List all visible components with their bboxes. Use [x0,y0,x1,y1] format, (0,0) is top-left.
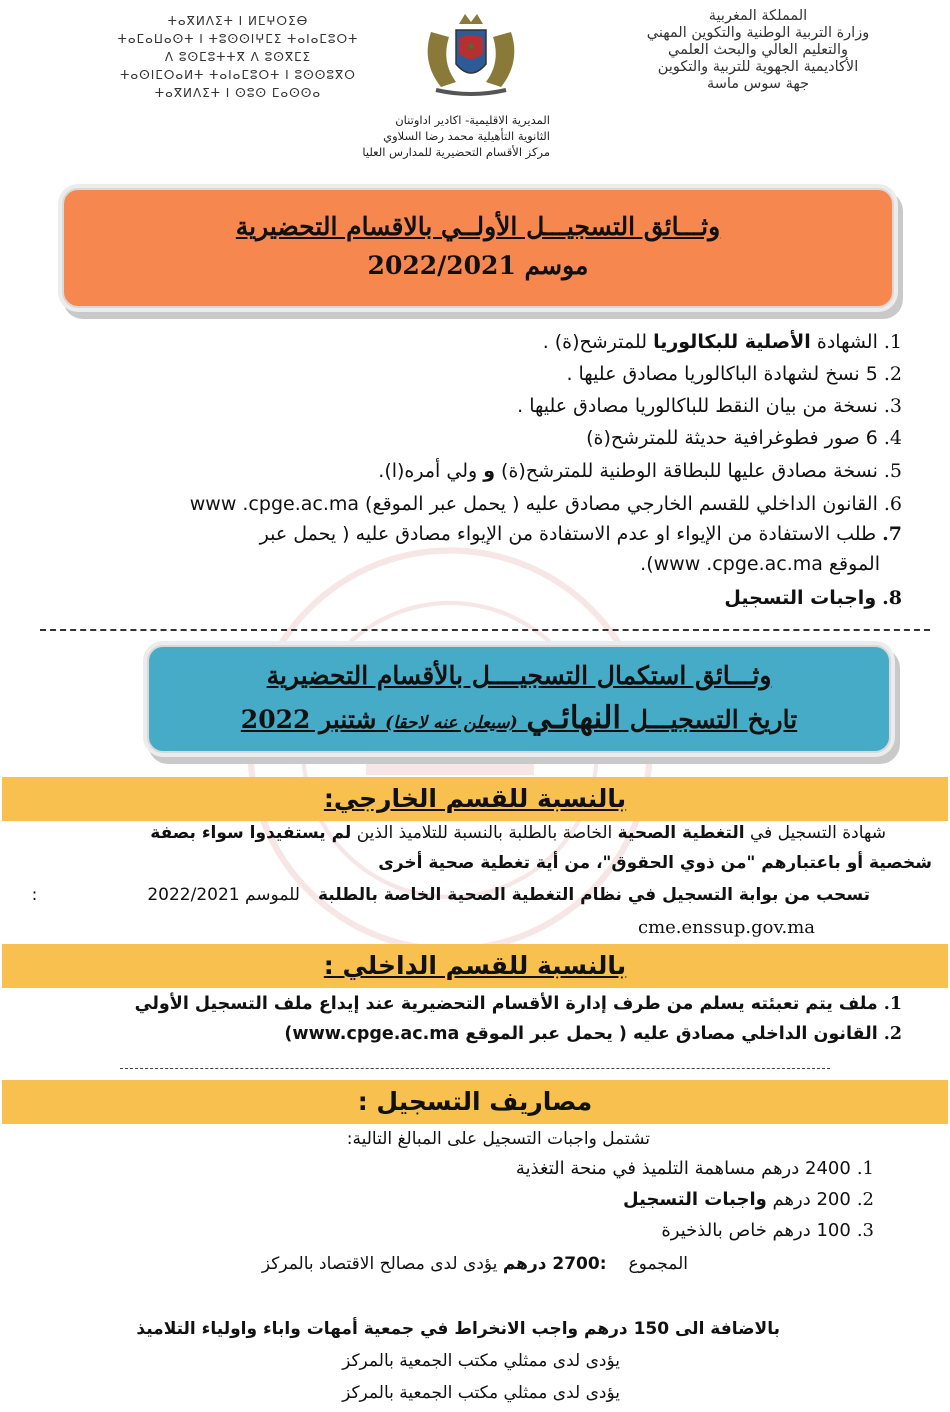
association-fee: بالاضافة الى 150 درهم واجب الانخراط في جمعية أمهات واباء واولياء التلاميذ [136,1319,780,1339]
fees-total: المجموع:2700 درهم يؤدى لدى مصالح الاقتصاد بالمركز [261,1254,688,1274]
final-registration-box [147,645,891,753]
initial-registration-box [62,188,894,308]
list-item: 2.القانون الداخلي مصادق عليه ( يحمل عبر الموقع www.cpge.ac.ma) [284,1024,902,1044]
external-paragraph-line2: شخصية أو باعتبارهم "من ذوي الحقوق"، من أية تغطية صحية أخرى [378,853,932,873]
fees-heading: مصاريف التسجيل : [357,1087,593,1116]
external-paragraph-line1: شهادة التسجيل في التغطية الصحية الخاصة بالطلبة بالنسبة للتلاميذ الذين لم يستفيدوا سواء بصفة [150,823,886,843]
internal-section-band [2,944,948,988]
list-item: 7.طلب الاستفادة من الإيواء او عدم الاستفادة من الإيواء مصادق عليه ( يحمل عبر [259,523,902,545]
list-item: 6.القانون الداخلي للقسم الخارجي مصادق عليه ( يحمل عبر الموقع) www .cpge.ac.ma [189,493,902,515]
final-registration-title: وثـــائق استكمال التسجيــــل بالأقسام التحضيرية [266,661,772,690]
list-item: 2.5 نسخ لشهادة الباكالوريا مصادق عليها . [566,363,902,385]
season-label: موسم 2022/2021 [367,251,589,280]
list-item: 3.100 درهم خاص بالذخيرة [661,1220,874,1241]
divider [40,629,930,631]
ministry-header-tifinagh: ⵜⴰⴳⵍⴷⵉⵜ ⵏ ⵍⵎⵖⵔⵉⴱ ⵜⴰⵎⴰⵡⴰⵙⵜ ⵏ ⵜⵓⵙⵙⵏⵖⵎⵉ ⵜⴰⵏⴰⵎⵓⵔⵜ ⴷ ⵓⵙⵎⵓⵜⵜⴳ ⴷ ⵓⵙⴳⵎⵉ ⵜⴰⵙⵏⵎⵔⴰⵍⵜ ⵜⴰⵏⴰⵎⵓⵔⵜ ⵏ ⵓⵙⵙⵓⴳⵔ ⵜⴰⴳⵍⴷⵉⵜ ⵏ ⵙⵓⵙ ⵎⴰⵙⵙⴰ [117,14,359,100]
list-item: 1.ملف يتم تعبئته يسلم من طرف إدارة الأقسام التحضيرية عند إيداع ملف التسجيل الأولي [134,994,902,1014]
external-paragraph-line3: تسحب من بوابة التسجيل في نظام التغطية الصحية الخاصة بالطلبةللموسم 2022/2021: [31,885,870,905]
list-item: 8.واجبات التسجيل [724,587,902,609]
health-portal-url: cme.enssup.gov.ma [638,917,815,938]
list-item: 3.نسخة من بيان النقط للباكالوريا مصادق عليها . [517,395,902,417]
list-item: 1.2400 درهم مساهمة التلميذ في منحة التغذية [515,1158,874,1179]
list-item: 5.نسخة مصادق عليها للبطاقة الوطنية للمترشح(ة) و ولي أمره(ا). [378,460,902,482]
payment-note-1: يؤدى لدى ممثلي مكتب الجمعية بالمركز [342,1351,620,1371]
divider [120,1068,830,1069]
payment-note-2: يؤدى لدى ممثلي مكتب الجمعية بالمركز [342,1383,620,1403]
internal-heading: بالنسبة للقسم الداخلي : [323,951,627,980]
list-item: 1.الشهادة الأصلية للبكالوريا للمترشح(ة) . [542,331,902,353]
list-item: 2.200 درهم واجبات التسجيل [623,1189,874,1210]
fees-section-band [2,1080,948,1124]
final-registration-date: تاريخ التسجيـــل النهائـي (سيعلن عنه لاحقا) شتنبر 2022 [240,700,798,736]
fees-intro: تشتمل واجبات التسجيل على المبالغ التالية: [346,1129,650,1149]
external-section-band [2,777,948,821]
institution-subheader: المديرية الاقليمية- اكادير اداوتنان الثانوية التأهيلية محمد رضا السلاوي مركز الأقسام التحضيرية للمدارس العليا [362,113,550,159]
initial-registration-title: وثـــائق التسجيـــل الأولــي بالاقسام التحضيرية [235,212,721,241]
list-item-continued: الموقع www .cpge.ac.ma). [640,553,880,575]
external-heading: بالنسبة للقسم الخارجي: [323,784,627,813]
list-item: 4.6 صور فطوغرافية حديثة للمترشح(ة) [586,427,902,449]
ministry-header-arabic: المملكة المغربية وزارة التربية الوطنية والتكوين المهني والتعليم العالي والبحث العلمي الأكاديمية الجهوية للتربية والتكوين جهة سوس ماسة [646,8,870,92]
royal-emblem-icon [411,2,531,100]
